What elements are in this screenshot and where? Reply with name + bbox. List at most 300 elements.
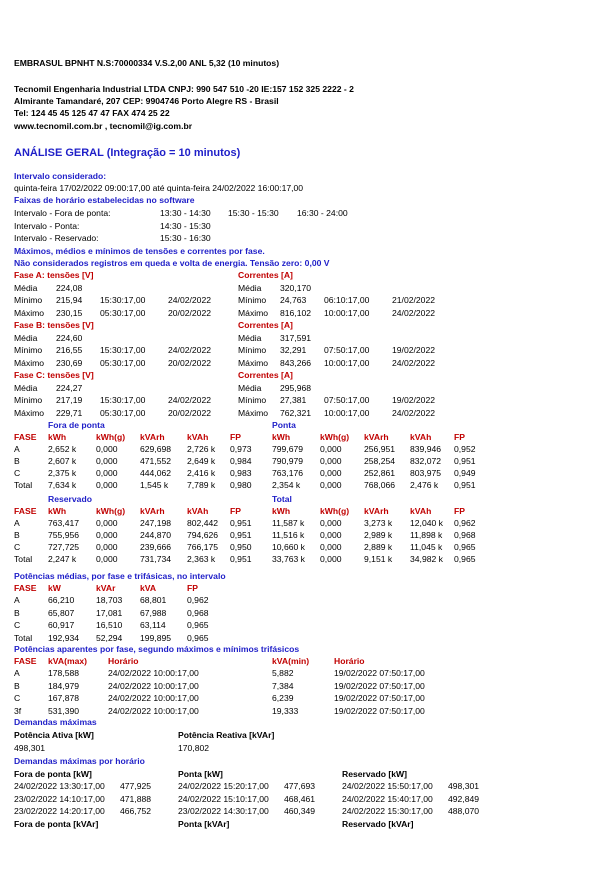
table-cell: 2,652 k [48, 444, 77, 454]
table-cell: Fora de ponta [48, 420, 105, 430]
table-cell: Média [14, 282, 38, 293]
table-cell: 816,102 [280, 307, 312, 318]
table-cell: 762,321 [280, 407, 312, 418]
table-cell: 24/02/2022 [168, 295, 212, 305]
table-cell: Máximo [14, 357, 45, 368]
table-cell: Fase B: tensões [V] [14, 320, 94, 330]
table-cell: 244,870 [140, 530, 172, 540]
fase-stat-row [0, 295, 608, 306]
device-info: EMBRASUL BPNHT N.S:70000334 V.S.2,00 ANL 5,32 (10 minutos) [14, 58, 280, 68]
table-cell: 5,882 [272, 668, 294, 678]
table-cell: 24/02/2022 15:40:17,00 [342, 793, 433, 804]
potencias-row [0, 608, 608, 619]
table-cell: 763,176 [272, 468, 304, 478]
table-cell: 06:10:17,00 [324, 295, 370, 305]
table-cell: 24/02/2022 10:00:17,00 [108, 693, 199, 703]
table-cell: Correntes [A] [238, 320, 293, 330]
table-cell: FASE [14, 432, 37, 442]
table-cell: FP [230, 506, 241, 516]
table-cell: 727,725 [48, 542, 80, 552]
table-cell: 843,266 [280, 357, 312, 368]
table-cell: 15:30 - 15:30 [228, 208, 279, 218]
table-cell: 477,693 [284, 781, 316, 791]
fase-stat-row [0, 283, 608, 294]
table-cell: 18,703 [96, 595, 123, 605]
table-cell: A [14, 595, 20, 605]
energia-row [0, 444, 608, 455]
ativa-value: 498,301 [14, 743, 46, 753]
table-cell: kVArh [140, 506, 165, 516]
table-cell: 167,878 [48, 693, 80, 703]
horario-title-row [0, 769, 608, 780]
table-cell: Média [14, 382, 38, 393]
table-cell: Correntes [A] [238, 370, 293, 380]
table-cell: FP [454, 432, 465, 442]
table-cell: B [14, 456, 20, 466]
table-cell: 65,807 [48, 607, 75, 618]
table-cell: 0,000 [320, 542, 342, 552]
table-cell: 24/02/2022 [392, 307, 436, 318]
table-cell: 492,849 [448, 793, 480, 804]
table-cell: A [14, 668, 20, 678]
energia-row [0, 456, 608, 467]
energia-row [0, 468, 608, 479]
reativa-value: 170,802 [178, 743, 210, 753]
table-cell: 0,965 [187, 632, 209, 643]
table-cell: 471,552 [140, 456, 172, 466]
table-cell: Total [14, 632, 33, 643]
table-cell: 215,94 [56, 295, 83, 305]
potencias-label: Potências médias, por fase e trifásicas, no intervalo [14, 571, 226, 581]
table-cell: Correntes [A] [238, 270, 293, 280]
table-cell: 0,000 [96, 554, 118, 564]
table-cell: 0,949 [454, 468, 476, 478]
table-cell: 0,000 [96, 530, 118, 540]
table-cell: kVAh [187, 432, 209, 442]
table-cell: 217,19 [56, 395, 83, 405]
table-cell: kWh(g) [320, 432, 350, 442]
table-cell: 468,461 [284, 793, 316, 804]
table-cell: 20/02/2022 [168, 407, 212, 418]
table-cell: 199,895 [140, 632, 172, 643]
table-cell: 498,301 [448, 781, 480, 791]
fase-stat-row [0, 408, 608, 419]
table-cell: 9,151 k [364, 554, 393, 564]
table-cell: FP [230, 432, 241, 442]
table-cell: 0,000 [96, 542, 118, 552]
fase-stat-row [0, 308, 608, 319]
table-cell: 230,15 [56, 307, 83, 318]
table-cell: FP [187, 583, 198, 593]
table-cell: Máximo [238, 407, 269, 418]
table-cell: Intervalo - Fora de ponta: [14, 208, 111, 218]
energia-section-row [0, 494, 608, 505]
table-cell: 05:30:17,00 [100, 357, 146, 368]
table-cell: 192,934 [48, 632, 80, 643]
table-cell: 224,60 [56, 332, 83, 343]
table-cell: 05:30:17,00 [100, 307, 146, 318]
table-cell: 178,588 [48, 668, 80, 678]
table-cell: 2,363 k [187, 554, 216, 564]
table-cell: Horário [108, 656, 139, 666]
table-cell: 790,979 [272, 456, 304, 466]
table-cell: 2,989 k [364, 530, 393, 540]
table-cell: 0,951 [230, 554, 252, 564]
company-phone: Tel: 124 45 45 125 47 47 FAX 474 25 22 [14, 108, 170, 118]
intervalo-label: Intervalo considerado: [14, 171, 107, 181]
table-cell: Total [14, 554, 33, 564]
table-cell: 0,000 [96, 468, 118, 478]
table-cell: 23/02/2022 14:10:17,00 [14, 793, 105, 804]
table-cell: 0,951 [230, 518, 252, 528]
table-cell: 60,917 [48, 620, 75, 630]
table-cell: kVAh [187, 506, 209, 516]
table-cell: Total [272, 494, 292, 504]
table-cell: 19/02/2022 07:50:17,00 [334, 705, 425, 716]
table-cell: 24/02/2022 15:10:17,00 [178, 793, 269, 804]
table-cell: FASE [14, 656, 37, 666]
table-cell: FASE [14, 583, 37, 593]
table-cell: kWh [48, 432, 67, 442]
table-cell: 2,607 k [48, 456, 77, 466]
table-cell: 0,000 [320, 468, 342, 478]
table-cell: 0,968 [187, 607, 209, 618]
aparentes-row [0, 693, 608, 704]
table-cell: 471,888 [120, 793, 152, 804]
table-cell: 24,763 [280, 295, 307, 305]
table-cell: 466,752 [120, 806, 152, 816]
table-cell: A [14, 518, 20, 528]
table-cell: 832,072 [410, 456, 442, 466]
table-cell: 477,925 [120, 781, 152, 791]
table-cell: 0,980 [230, 480, 252, 490]
table-cell: Intervalo - Reservado: [14, 233, 99, 243]
table-cell: 0,000 [96, 480, 118, 490]
table-cell: 799,679 [272, 444, 304, 454]
table-cell: 216,55 [56, 345, 83, 355]
table-cell: kVAh [410, 506, 432, 516]
table-cell: kVArh [364, 506, 389, 516]
table-cell: 839,946 [410, 444, 442, 454]
table-cell: 24/02/2022 [392, 407, 436, 418]
table-cell: Ponta [272, 420, 296, 430]
table-cell: kWh [272, 506, 291, 516]
table-cell: 63,114 [140, 620, 166, 630]
table-cell: Mínimo [238, 345, 267, 355]
table-cell: 3,273 k [364, 518, 393, 528]
table-cell: Reservado [kVAr] [342, 819, 414, 829]
table-cell: 0,000 [320, 530, 342, 540]
company-web: www.tecnomil.com.br , tecnomil@ig.com.br [14, 121, 193, 131]
table-cell: C [14, 468, 21, 478]
fase-stat-row [0, 333, 608, 344]
table-cell: 15:30:17,00 [100, 395, 146, 405]
ativa-label: Potência Ativa [kW] [14, 730, 94, 740]
tensoes-label: Máximos, médios e mínimos de tensões e correntes por fase. [14, 246, 265, 256]
horario-row [0, 794, 608, 805]
table-cell: 239,666 [140, 542, 172, 552]
table-cell: 229,71 [56, 407, 83, 418]
horario-kvar-title-row [0, 819, 608, 830]
table-cell: B [14, 680, 20, 691]
table-cell: 23/02/2022 14:30:17,00 [178, 806, 269, 816]
intervalo-value: quinta-feira 17/02/2022 09:00:17,00 até quinta-feira 24/02/2022 16:00:17,00 [14, 183, 304, 193]
table-cell: Ponta [kW] [178, 769, 223, 779]
table-cell: 10:00:17,00 [324, 307, 370, 318]
table-cell: 224,27 [56, 382, 83, 393]
table-cell: kVAr [96, 583, 116, 593]
aparentes-row [0, 706, 608, 717]
table-cell: 24/02/2022 15:50:17,00 [342, 781, 433, 791]
table-cell: Mínimo [14, 295, 43, 305]
table-cell: kVA [140, 583, 157, 593]
table-cell: 23/02/2022 14:20:17,00 [14, 806, 105, 816]
table-cell: Fora de ponta [kVAr] [14, 819, 99, 829]
table-cell: kVArh [364, 432, 389, 442]
table-cell: 0,950 [230, 542, 252, 552]
table-cell: C [14, 693, 21, 703]
table-cell: 14:30 - 15:30 [160, 220, 211, 231]
page-title: ANÁLISE GERAL (Integração = 10 minutos) [14, 147, 241, 159]
table-cell: Mínimo [14, 345, 43, 355]
table-cell: 0,000 [320, 480, 342, 490]
table-cell: 20/02/2022 [168, 357, 212, 368]
table-cell: kWh(g) [96, 506, 126, 516]
fase-stat-row [0, 395, 608, 406]
table-cell: 184,979 [48, 680, 80, 691]
table-cell: 0,000 [96, 456, 118, 466]
table-cell: 16,510 [96, 620, 123, 630]
table-cell: 7,789 k [187, 480, 216, 490]
table-cell: 05:30:17,00 [100, 407, 146, 418]
table-cell: 295,968 [280, 382, 312, 393]
faixa-row [0, 221, 608, 232]
table-cell: 24/02/2022 10:00:17,00 [108, 668, 199, 678]
table-cell: Reservado [48, 494, 92, 504]
table-cell: kWh [48, 506, 67, 516]
table-cell: 230,69 [56, 357, 83, 368]
horario-row [0, 806, 608, 817]
table-cell: 803,975 [410, 468, 442, 478]
table-cell: 15:30 - 16:30 [160, 233, 211, 243]
table-cell: 252,861 [364, 468, 396, 478]
energia-row [0, 518, 608, 529]
table-cell: 766,175 [187, 542, 219, 552]
reativa-label: Potência Reativa [kVAr] [178, 730, 275, 740]
table-cell: 7,384 [272, 680, 294, 691]
table-cell: 0,965 [454, 542, 476, 552]
table-cell: Horário [334, 656, 365, 666]
table-cell: 10:00:17,00 [324, 407, 370, 418]
table-cell: 1,545 k [140, 480, 169, 490]
fase-stat-row [0, 358, 608, 369]
table-cell: B [14, 530, 20, 540]
table-cell: 731,734 [140, 554, 172, 564]
demandas-label: Demandas máximas [14, 717, 97, 727]
table-cell: 67,988 [140, 607, 167, 618]
table-cell: 0,962 [454, 518, 476, 528]
table-cell: kVA(min) [272, 656, 310, 666]
table-cell: C [14, 620, 21, 630]
horario-row [0, 781, 608, 792]
energia-row [0, 480, 608, 491]
table-cell: 3f [14, 705, 22, 716]
table-cell: 2,889 k [364, 542, 393, 552]
table-cell: 11,045 k [410, 542, 443, 552]
table-cell: 07:50:17,00 [324, 345, 370, 355]
table-cell: 247,198 [140, 518, 172, 528]
aparentes-row [0, 668, 608, 679]
table-cell: kVArh [140, 432, 165, 442]
table-cell: 21/02/2022 [392, 295, 436, 305]
table-cell: 0,951 [230, 530, 252, 540]
table-cell: 0,000 [320, 518, 342, 528]
table-cell: 27,381 [280, 395, 307, 405]
table-cell: 24/02/2022 10:00:17,00 [108, 705, 199, 716]
table-cell: 24/02/2022 15:20:17,00 [178, 781, 269, 791]
horario-label: Demandas máximas por horário [14, 756, 145, 766]
table-cell: kVA(max) [48, 656, 88, 666]
table-cell: Máximo [14, 407, 45, 418]
company-info: Tecnomil Engenharia Industrial LTDA CNPJ: 990 547 510 -20 IE:157 152 325 2222 - 2 [14, 84, 354, 94]
table-cell: 2,476 k [410, 480, 439, 490]
table-cell: 15:30:17,00 [100, 345, 146, 355]
table-cell: Fora de ponta [kW] [14, 769, 92, 779]
table-cell: FP [454, 506, 465, 516]
potencias-row [0, 633, 608, 644]
table-cell: 33,763 k [272, 554, 305, 564]
table-cell: 17,081 [96, 607, 123, 618]
table-cell: Mínimo [238, 295, 267, 305]
table-cell: 2,416 k [187, 468, 216, 478]
table-cell: 24/02/2022 10:00:17,00 [108, 680, 199, 691]
table-cell: 7,634 k [48, 480, 77, 490]
table-cell: 16:30 - 24:00 [297, 208, 348, 218]
table-cell: 0,962 [187, 595, 209, 605]
table-cell: Ponta [kVAr] [178, 819, 230, 829]
table-cell: 258,254 [364, 456, 396, 466]
table-cell: 755,956 [48, 530, 80, 540]
table-cell: 0,000 [320, 456, 342, 466]
table-cell: Mínimo [238, 395, 267, 405]
table-cell: kWh(g) [96, 432, 126, 442]
table-cell: Reservado [kW] [342, 769, 407, 779]
table-cell: Média [238, 382, 262, 393]
table-cell: Máximo [238, 307, 269, 318]
table-cell: 66,210 [48, 595, 75, 605]
potencias-header-row [0, 583, 608, 594]
table-cell: kWh [272, 432, 291, 442]
faixa-row [0, 208, 608, 219]
table-cell: Fase A: tensões [V] [14, 270, 94, 280]
tensao-zero-label: Não considerados registros em queda e volta de energia. Tensão zero: 0,00 V [14, 258, 330, 268]
table-cell: 0,000 [96, 518, 118, 528]
table-cell: Fase C: tensões [V] [14, 370, 94, 380]
table-cell: 320,170 [280, 282, 312, 293]
energia-header-row [0, 432, 608, 443]
fase-stat-row [0, 383, 608, 394]
table-cell: 34,982 k [410, 554, 443, 564]
energia-row [0, 554, 608, 565]
table-cell: 629,698 [140, 444, 172, 454]
table-cell: 488,070 [448, 806, 480, 816]
aparentes-header-row [0, 656, 608, 667]
table-cell: 2,649 k [187, 456, 216, 466]
table-cell: 0,952 [454, 444, 476, 454]
table-cell: 11,898 k [410, 530, 443, 540]
table-cell: 11,516 k [272, 530, 305, 540]
table-cell: Máximo [238, 357, 269, 368]
table-cell: A [14, 444, 20, 454]
table-cell: 32,291 [280, 345, 307, 355]
aparentes-row [0, 681, 608, 692]
table-cell: kVAh [410, 432, 432, 442]
energia-header-row [0, 506, 608, 517]
table-cell: 19/02/2022 [392, 345, 436, 355]
table-cell: Total [14, 480, 33, 490]
table-cell: kWh(g) [320, 506, 350, 516]
table-cell: Máximo [14, 307, 45, 318]
fase-title-row [0, 270, 608, 281]
table-cell: 24/02/2022 [168, 395, 212, 405]
table-cell: 24/02/2022 13:30:17,00 [14, 781, 105, 791]
table-cell: 0,983 [230, 468, 252, 478]
table-cell: 444,062 [140, 468, 172, 478]
table-cell: 24/02/2022 [392, 357, 436, 368]
energia-row [0, 530, 608, 541]
table-cell: 12,040 k [410, 518, 443, 528]
table-cell: Mínimo [14, 395, 43, 405]
table-cell: 24/02/2022 [168, 345, 212, 355]
table-cell: FASE [14, 506, 37, 516]
fase-stat-row [0, 345, 608, 356]
table-cell: 256,951 [364, 444, 396, 454]
table-cell: Média [238, 282, 262, 293]
fase-title-row [0, 320, 608, 331]
potencias-row [0, 620, 608, 631]
aparentes-label: Potências aparentes por fase, segundo máximos e mínimos trifásicos [14, 644, 300, 654]
table-cell: 19,333 [272, 705, 299, 716]
table-cell: 531,390 [48, 705, 80, 716]
table-cell: 794,626 [187, 530, 219, 540]
table-cell: 2,375 k [48, 468, 77, 478]
table-cell: 0,968 [454, 530, 476, 540]
table-cell: 0,951 [454, 456, 476, 466]
table-cell: 2,726 k [187, 444, 216, 454]
table-cell: 10,660 k [272, 542, 305, 552]
faixa-row [0, 233, 608, 244]
table-cell: 15:30:17,00 [100, 295, 146, 305]
table-cell: 317,591 [280, 332, 312, 343]
table-cell: 68,801 [140, 595, 167, 605]
table-cell: 763,417 [48, 518, 80, 528]
table-cell: 20/02/2022 [168, 307, 212, 318]
table-cell: 0,000 [320, 554, 342, 564]
table-cell: 11,587 k [272, 518, 305, 528]
table-cell: B [14, 607, 20, 618]
table-cell: 52,294 [96, 632, 123, 643]
energia-row [0, 542, 608, 553]
table-cell: 10:00:17,00 [324, 357, 370, 368]
table-cell: 768,066 [364, 480, 396, 490]
table-cell: 0,000 [320, 444, 342, 454]
table-cell: Média [14, 332, 38, 343]
table-cell: 460,349 [284, 806, 316, 816]
table-cell: 0,000 [96, 444, 118, 454]
table-cell: 6,239 [272, 693, 294, 703]
table-cell: 0,984 [230, 456, 252, 466]
table-cell: 24/02/2022 15:30:17,00 [342, 806, 433, 816]
